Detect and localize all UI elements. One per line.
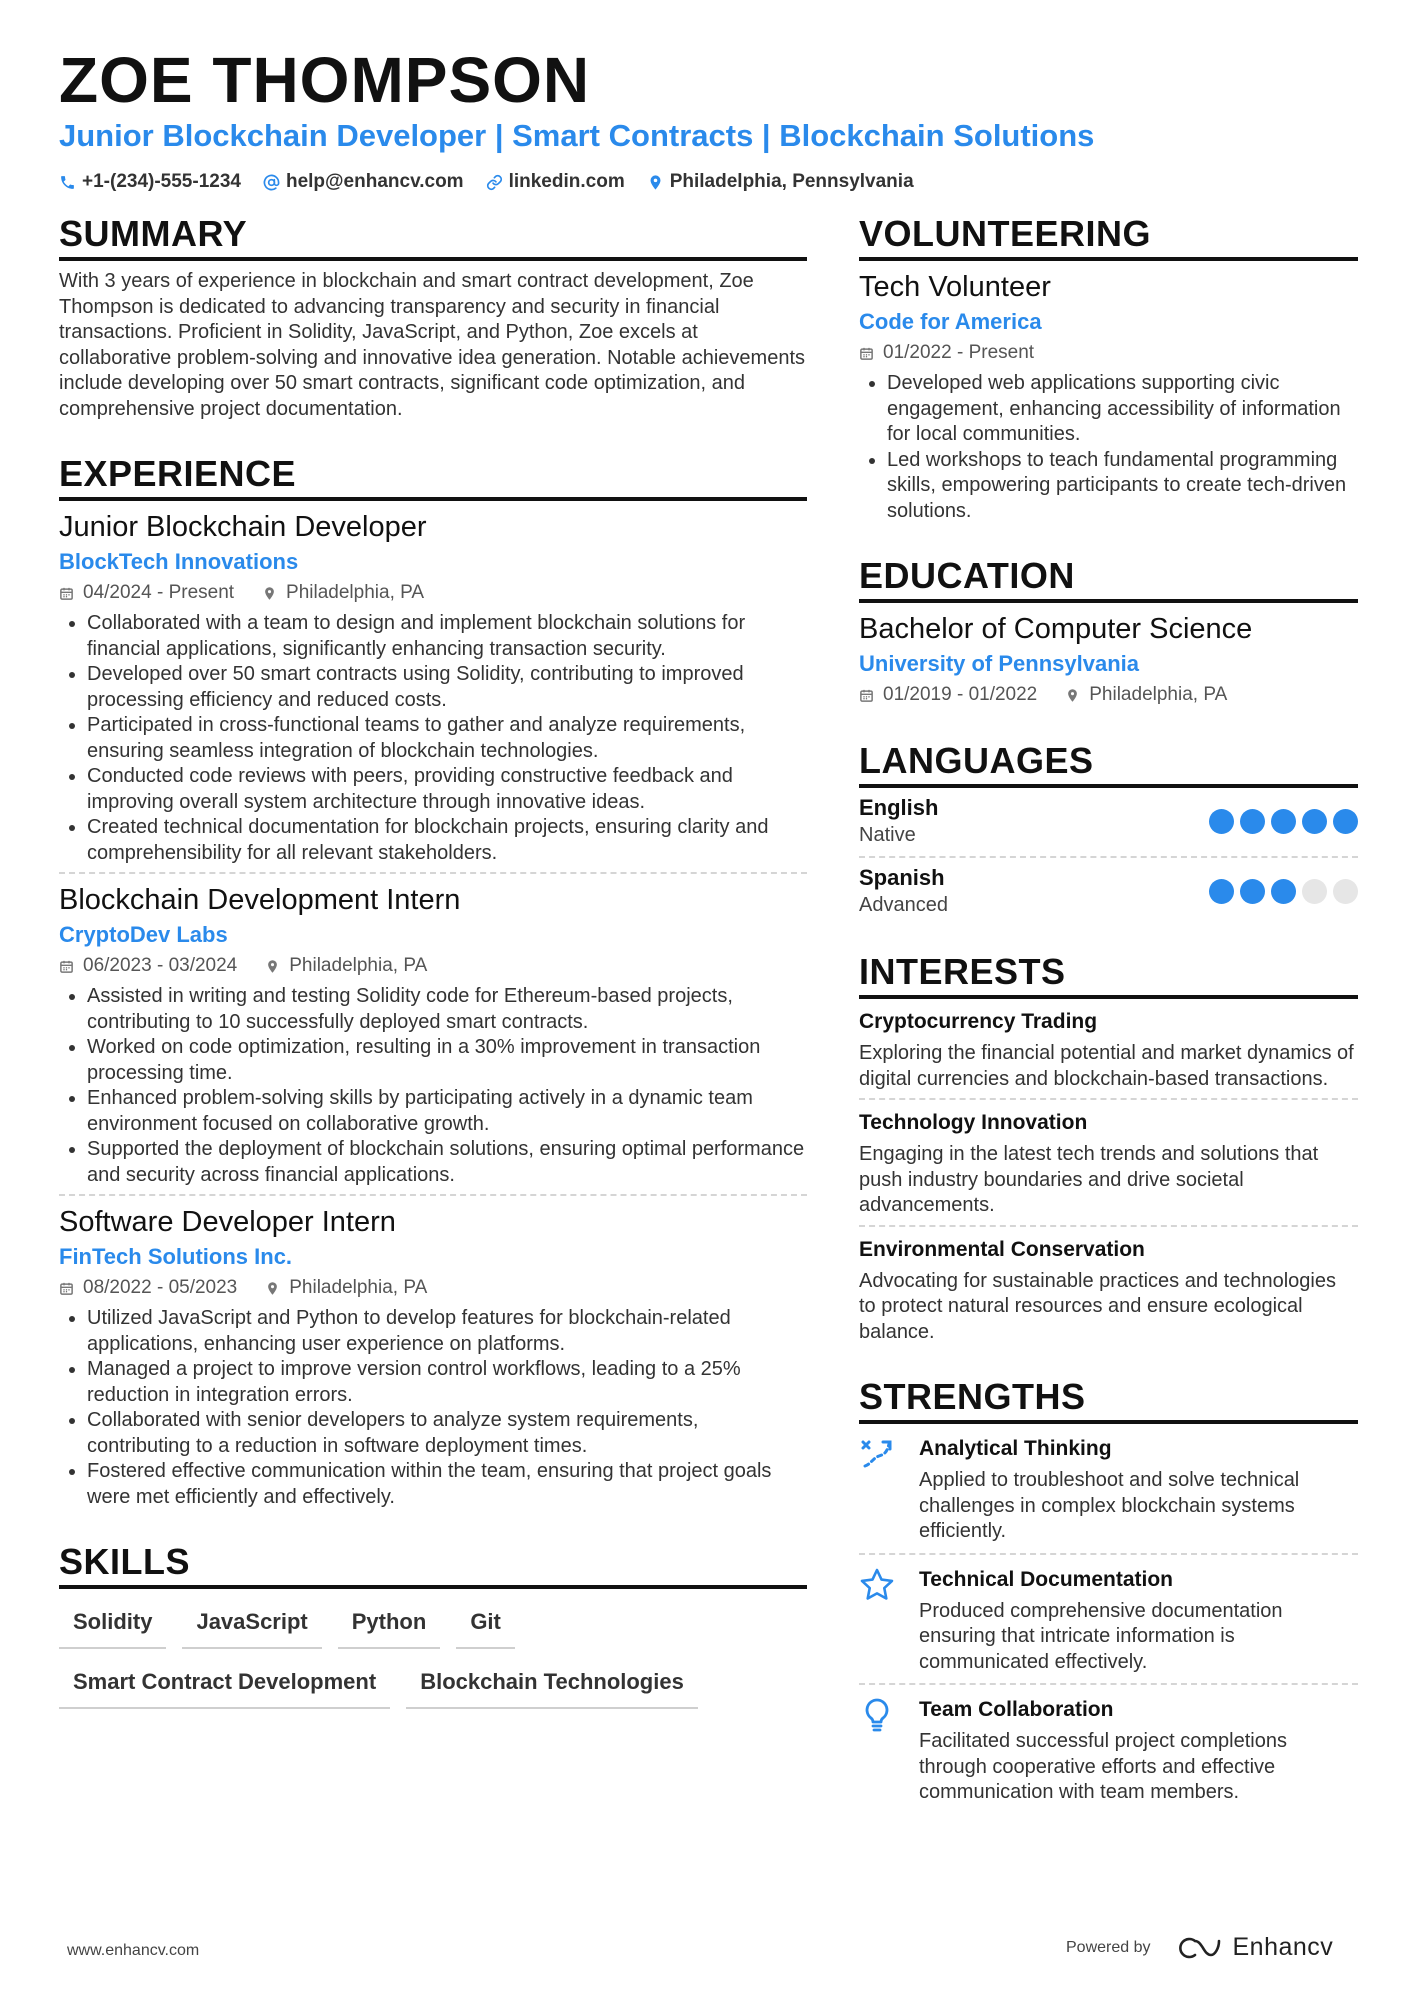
job-title: Junior Blockchain Developer [59, 511, 427, 543]
at-icon [263, 174, 280, 191]
skill-tag: Smart Contract Development [59, 1663, 390, 1709]
strength-text [919, 1434, 1358, 1545]
interest-item [859, 1100, 1358, 1227]
proficiency-dot-filled [1333, 809, 1358, 834]
strength-item [859, 1555, 1358, 1686]
job-location [265, 952, 427, 980]
email-text: help@enhancv.com [285, 171, 464, 192]
contact-location [647, 171, 914, 193]
education-meta [859, 681, 1358, 709]
contact-email[interactable] [263, 171, 464, 193]
skill-tag: Solidity [59, 1603, 166, 1649]
linkedin-text: linkedin.com [508, 171, 625, 192]
job-location [265, 1274, 427, 1302]
proficiency-dot-empty [1333, 879, 1358, 904]
calendar-icon [59, 1281, 74, 1296]
interest-title: Environmental Conservation [859, 1237, 1145, 1261]
proficiency-dots [1209, 809, 1358, 834]
bullet-item: • Managed a project to improve version control workflows, leading to a 25% reduction in integration errors. [87, 1357, 807, 1408]
volunteering-section [859, 212, 1358, 530]
school-name: University of Pennsylvania [859, 651, 1139, 676]
contact-bar [59, 168, 914, 196]
language-name: Spanish [859, 865, 945, 890]
link-icon [486, 174, 503, 191]
experience-section [59, 452, 807, 1516]
skills-section [59, 1540, 807, 1709]
strength-text [919, 1695, 1358, 1806]
language-row [859, 788, 1358, 858]
proficiency-dot-empty [1302, 879, 1327, 904]
language-name: English [859, 795, 939, 820]
calendar-icon [59, 959, 74, 974]
strength-title: Technical Documentation [919, 1567, 1173, 1591]
language-info [859, 794, 938, 848]
job-location [262, 579, 424, 607]
volunteering-title: VOLUNTEERING [859, 212, 1358, 261]
volunteer-org: Code for America [859, 309, 1042, 334]
strength-desc: Applied to troubleshoot and solve technical challenges in complex blockchain systems efficiently. [919, 1469, 1300, 1542]
bullet-item: • Utilized JavaScript and Python to develop features for blockchain-related applications, enhancing user experience on platforms. [87, 1306, 807, 1357]
proficiency-dot-filled [1240, 809, 1265, 834]
contact-phone[interactable] [59, 171, 241, 193]
volunteer-dates [859, 339, 1034, 367]
job-bullets [59, 1306, 807, 1510]
skills-title: SKILLS [59, 1540, 807, 1589]
strength-desc: Facilitated successful project completions through cooperative efforts and effective communication with team members. [919, 1730, 1287, 1803]
education-title: EDUCATION [859, 554, 1358, 603]
skill-tag: JavaScript [182, 1603, 321, 1649]
education-dates [859, 681, 1037, 709]
brand-name: Enhancv [1232, 1933, 1334, 1961]
experience-entry [59, 1196, 807, 1516]
experience-entry [59, 501, 807, 874]
summary-title: SUMMARY [59, 212, 807, 261]
education-entry [859, 603, 1358, 715]
languages-section [859, 739, 1358, 926]
job-dates [59, 579, 234, 607]
skill-tag: Python [338, 1603, 441, 1649]
strengths-title: STRENGTHS [859, 1375, 1358, 1424]
job-meta [59, 952, 807, 980]
language-level: Advanced [859, 894, 948, 916]
phone-icon [59, 174, 76, 191]
enhancv-logo-icon [1177, 1935, 1223, 1961]
strength-item [859, 1685, 1358, 1814]
calendar-icon [859, 688, 874, 703]
bullet-item: • Participated in cross-functional teams to gather and analyze requirements, ensuring seamless integration of blockchain technologies. [87, 713, 807, 764]
left-column [59, 212, 807, 1733]
strength-icon-wrap [859, 1565, 901, 1676]
headline: Junior Blockchain Developer | Smart Contracts | Blockchain Solutions [59, 118, 1095, 153]
job-dates-text: 04/2024 - Present [83, 582, 235, 603]
right-column [859, 212, 1358, 1838]
skills-list [59, 1589, 807, 1709]
degree: Bachelor of Computer Science [859, 613, 1253, 645]
bullet-item: • Conducted code reviews with peers, providing constructive feedback and improving overall system architecture through innovative ideas. [87, 764, 807, 815]
interest-desc: Engaging in the latest tech trends and solutions that push industry boundaries and drive societal advancements. [859, 1143, 1319, 1216]
volunteer-meta [859, 339, 1358, 367]
proficiency-dots [1209, 879, 1358, 904]
job-dates-text: 06/2023 - 03/2024 [83, 955, 238, 976]
bullet-item: • Fostered effective communication within the team, ensuring that project goals were met efficiently and effectively. [87, 1459, 807, 1510]
proficiency-dot-filled [1209, 879, 1234, 904]
job-meta [59, 1274, 807, 1302]
job-location-text: Philadelphia, PA [289, 1277, 428, 1298]
languages-title: LANGUAGES [859, 739, 1358, 788]
summary-section [59, 212, 807, 422]
job-title: Blockchain Development Intern [59, 884, 461, 916]
interest-item [859, 1227, 1358, 1352]
job-title: Software Developer Intern [59, 1206, 396, 1238]
bullet-item: • Collaborated with senior developers to analyze system requirements, contributing to a reduction in software deployment times. [87, 1408, 807, 1459]
job-dates [59, 952, 237, 980]
phone-text: +1-(234)-555-1234 [82, 171, 241, 192]
bullet-item: • Worked on code optimization, resulting in a 30% improvement in transaction processing time. [87, 1035, 807, 1086]
strengths-section [859, 1375, 1358, 1814]
footer-website[interactable]: www.enhancv.com [67, 1942, 200, 1959]
bullet-item: • Led workshops to teach fundamental programming skills, empowering participants to create tech-driven solutions. [887, 448, 1358, 525]
strength-icon-wrap [859, 1434, 901, 1545]
route-icon [859, 1436, 895, 1472]
skill-tag: Blockchain Technologies [406, 1663, 698, 1709]
interests-section [859, 950, 1358, 1351]
education-section [859, 554, 1358, 715]
location-pin-icon [1065, 688, 1080, 703]
bullet-item: • Created technical documentation for blockchain projects, ensuring clarity and comprehensibility for all relevant stakeholders. [87, 815, 807, 866]
bullet-item: • Supported the deployment of blockchain solutions, ensuring optimal performance and security across financial applications. [87, 1137, 807, 1188]
strength-icon-wrap [859, 1695, 901, 1806]
location-pin-icon [265, 1281, 280, 1296]
education-location [1065, 681, 1227, 709]
strength-desc: Produced comprehensive documentation ensuring that intricate information is communicated effectively. [919, 1599, 1283, 1673]
interest-item [859, 999, 1358, 1100]
language-level: Native [859, 824, 916, 846]
location-pin-icon [262, 586, 277, 601]
bullet-item: • Assisted in writing and testing Solidity code for Ethereum-based projects, contributing to 10 successfully deployed smart contracts. [87, 984, 807, 1035]
proficiency-dot-filled [1271, 879, 1296, 904]
proficiency-dot-filled [1302, 809, 1327, 834]
experience-title: EXPERIENCE [59, 452, 807, 501]
proficiency-dot-filled [1209, 809, 1234, 834]
bullet-item: • Developed over 50 smart contracts using Solidity, contributing to improved processing efficiency and reduced costs. [87, 662, 807, 713]
job-location-text: Philadelphia, PA [286, 582, 425, 603]
location-pin-icon [265, 959, 280, 974]
job-bullets [59, 611, 807, 866]
enhancv-logo[interactable] [1177, 1933, 1334, 1962]
proficiency-dot-filled [1240, 879, 1265, 904]
candidate-name: ZOE THOMPSON [59, 44, 591, 116]
strength-text [919, 1565, 1358, 1676]
interest-title: Technology Innovation [859, 1111, 1088, 1134]
bullet-item: • Developed web applications supporting civic engagement, enhancing accessibility of information for local communities. [887, 371, 1358, 448]
location-pin-icon [647, 174, 664, 191]
interest-title: Cryptocurrency Trading [859, 1010, 1098, 1033]
volunteer-bullets [859, 371, 1358, 524]
interests-title: INTERESTS [859, 950, 1358, 999]
job-bullets [59, 984, 807, 1188]
strength-title: Analytical Thinking [919, 1437, 1112, 1460]
company-name: BlockTech Innovations [59, 549, 299, 574]
language-row [859, 858, 1358, 926]
interest-desc: Exploring the financial potential and market dynamics of digital currencies and blockchain-based transactions. [859, 1042, 1354, 1090]
contact-linkedin[interactable] [486, 171, 625, 193]
volunteer-dates-text: 01/2022 - Present [883, 342, 1035, 363]
calendar-icon [59, 586, 74, 601]
job-location-text: Philadelphia, PA [289, 955, 428, 976]
job-meta [59, 579, 807, 607]
summary-text: With 3 years of experience in blockchain and smart contract development, Zoe Thompson is dedicated to advancing transparency and security in financial transactions. Proficient in Solidity, JavaScript, and Python, Zoe excels at collaborative problem-solving and innovative idea generation. Notable achievements include developing over 50 smart contracts, significant code optimization, and comprehensive project documentation. [59, 270, 806, 420]
interest-desc: Advocating for sustainable practices and technologies to protect natural resources and ensure ecological balance. [859, 1269, 1336, 1343]
lightbulb-icon [859, 1697, 895, 1733]
volunteer-role: Tech Volunteer [859, 271, 1051, 303]
volunteering-entry [859, 261, 1358, 530]
education-dates-text: 01/2019 - 01/2022 [883, 684, 1038, 705]
company-name: CryptoDev Labs [59, 922, 228, 947]
star-icon [859, 1567, 895, 1603]
education-location-text: Philadelphia, PA [1089, 684, 1228, 705]
bullet-item: • Enhanced problem-solving skills by participating actively in a dynamic team environment focused on collaborative growth. [87, 1086, 807, 1137]
experience-entry [59, 874, 807, 1196]
strength-title: Team Collaboration [919, 1698, 1114, 1721]
company-name: FinTech Solutions Inc. [59, 1244, 293, 1269]
job-dates [59, 1274, 237, 1302]
footer-branding [1066, 1933, 1333, 1962]
job-dates-text: 08/2022 - 05/2023 [83, 1277, 238, 1298]
language-info [859, 864, 948, 918]
powered-by-text: Powered by [1066, 1938, 1151, 1956]
location-text: Philadelphia, Pennsylvania [669, 171, 914, 192]
calendar-icon [859, 346, 874, 361]
proficiency-dot-filled [1271, 809, 1296, 834]
bullet-item: • Collaborated with a team to design and implement blockchain solutions for financial applications, significantly enhancing transaction security. [87, 611, 807, 662]
strength-item [859, 1424, 1358, 1555]
skill-tag: Git [456, 1603, 515, 1649]
